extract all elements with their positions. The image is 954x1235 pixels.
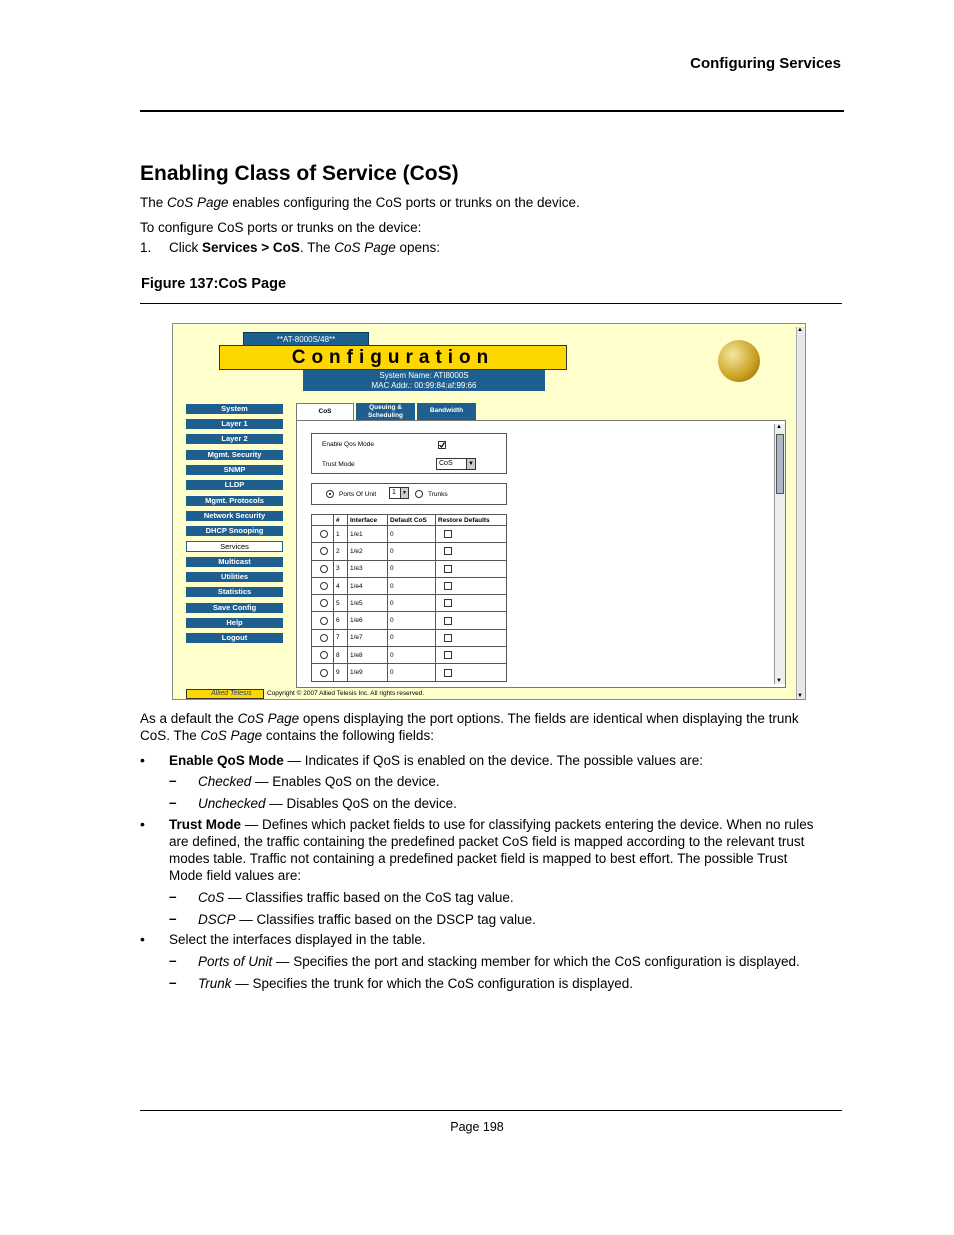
menu-multicast[interactable]: Multicast [186,557,283,567]
restore-defaults-cell [436,560,507,577]
restore-defaults-cell [436,647,507,664]
menu-layer-2[interactable]: Layer 2 [186,434,283,444]
footer-bar [173,688,795,700]
row-select-radio[interactable] [320,582,328,590]
interface-name: 1/e1 [348,526,388,543]
row-select-radio[interactable] [320,565,328,573]
menu-save-config[interactable]: Save Config [186,603,283,613]
interface-name: 1/e3 [348,560,388,577]
sub-checked: Checked — Enables QoS on the device. [198,774,440,789]
bullet-marker: • [140,816,145,832]
table-row [312,664,507,681]
column-header-restore-defaults: Restore Defaults [436,515,507,526]
interface-type-box [311,483,507,505]
menu-statistics[interactable]: Statistics [186,587,283,597]
enable-qos-checkbox[interactable] [438,441,446,449]
port-number: 8 [334,647,348,664]
tab-cos[interactable]: CoS [296,403,354,421]
after-figure-paragraph: As a default the CoS Page opens displaying the port options. The fields are identical when displaying the trunk CoS. The CoS Page contains the following fields: [140,711,799,743]
menu-snmp[interactable]: SNMP [186,465,283,475]
row-select-cell [312,543,334,560]
unit-select[interactable]: 1 ▼ [389,487,409,499]
row-select-radio[interactable] [320,651,328,659]
trunks-label: Trunks [428,491,448,498]
port-number: 9 [334,664,348,681]
model-label: **AT-8000S/48** [243,332,369,346]
interface-name: 1/e7 [348,629,388,646]
interface-name: 1/e6 [348,612,388,629]
dash-marker: – [169,773,177,788]
row-select-radio[interactable] [320,599,328,607]
radio-column-header [312,515,334,526]
footer-rule [140,1110,842,1111]
port-number: 2 [334,543,348,560]
interface-name: 1/e2 [348,543,388,560]
bullet-select-interfaces: Select the interfaces displayed in the table. [169,932,426,947]
row-select-radio[interactable] [320,634,328,642]
row-select-radio[interactable] [320,530,328,538]
restore-defaults-cell [436,526,507,543]
running-header: Configuring Services [690,55,841,72]
outer-scrollbar[interactable] [796,327,805,699]
default-cos: 0 [388,629,436,646]
default-cos: 0 [388,647,436,664]
interface-name: 1/e4 [348,577,388,594]
allied-telesis-logo: Allied Telesis [186,689,264,699]
globe-icon [718,340,760,382]
table-row [312,647,507,664]
restore-defaults-cell [436,543,507,560]
restore-defaults-cell [436,612,507,629]
restore-defaults-checkbox[interactable] [444,547,452,555]
table-row [312,595,507,612]
restore-defaults-checkbox[interactable] [444,565,452,573]
restore-defaults-checkbox[interactable] [444,669,452,677]
cos-table [311,514,507,682]
copyright: Copyright © 2007 Allied Telesis Inc. All rights reserved. [267,690,425,697]
column-header-interface: Interface [348,515,388,526]
row-select-radio[interactable] [320,547,328,555]
inner-scrollbar[interactable] [774,424,785,684]
ports-of-unit-label: Ports Of Unit [339,491,377,498]
port-number: 1 [334,526,348,543]
restore-defaults-checkbox[interactable] [444,530,452,538]
menu-layer-1[interactable]: Layer 1 [186,419,283,429]
restore-defaults-cell [436,577,507,594]
column-header-number: # [334,515,348,526]
sub-ports-of-unit: Ports of Unit — Specifies the port and stacking member for which the CoS configuration is displayed. [198,954,800,969]
menu-logout[interactable]: Logout [186,633,283,643]
dash-marker: – [169,889,177,904]
ports-radio[interactable] [326,490,334,498]
menu-services[interactable]: Services [186,541,283,552]
restore-defaults-checkbox[interactable] [444,651,452,659]
restore-defaults-checkbox[interactable] [444,582,452,590]
default-cos: 0 [388,664,436,681]
row-select-radio[interactable] [320,669,328,677]
port-number: 4 [334,577,348,594]
scroll-down-icon[interactable]: ▼ [797,693,803,699]
port-number: 5 [334,595,348,612]
mac-address: MAC Addr.: 00:99:84:af:99:66 [371,381,477,390]
restore-defaults-cell [436,664,507,681]
port-number: 6 [334,612,348,629]
step-text: Click Services > CoS. The CoS Page opens: [169,240,441,255]
bullet-marker: • [140,752,145,768]
cos-page-screenshot [172,323,806,700]
row-select-radio[interactable] [320,617,328,625]
bullet-trust-mode: Trust Mode — Defines which packet fields to use for classifying packets entering the device. When no rules are defined, the traffic containing the predefined packet CoS field is mapped according to the relevant trust modes table. Traffic not containing a predefined packet field is mapped to best effort. The possible Trust Mode field values are: [169,817,814,883]
restore-defaults-checkbox[interactable] [444,599,452,607]
interface-name: 1/e5 [348,595,388,612]
sub-unchecked: Unchecked — Disables QoS on the device. [198,796,457,811]
menu-system[interactable]: System [186,404,283,414]
default-cos: 0 [388,560,436,577]
header-rule [140,110,844,112]
step-number: 1. [140,240,152,255]
qos-settings-box [311,433,507,474]
table-row [312,629,507,646]
table-row [312,560,507,577]
row-select-cell [312,526,334,543]
scroll-down-icon[interactable]: ▼ [776,678,782,684]
column-header-default-cos: Default CoS [388,515,436,526]
dash-marker: – [169,911,177,926]
figure-title: Figure 137:CoS Page [141,276,287,292]
sub-dscp: DSCP — Classifies traffic based on the DSCP tag value. [198,912,536,927]
table-row [312,612,507,629]
section-heading: Enabling Class of Service (CoS) [140,162,459,185]
row-select-cell [312,647,334,664]
system-info [303,370,545,391]
inner-scroll-thumb[interactable] [776,434,784,494]
port-number: 7 [334,629,348,646]
default-cos: 0 [388,543,436,560]
dash-marker: – [169,975,177,990]
menu-utilities[interactable]: Utilities [186,572,283,582]
table-row [312,526,507,543]
default-cos: 0 [388,526,436,543]
menu-network-security[interactable]: Network Security [186,511,283,521]
trust-mode-label: Trust Mode [322,461,355,468]
dash-marker: – [169,795,177,810]
default-cos: 0 [388,612,436,629]
row-select-cell [312,577,334,594]
configuration-banner: Configuration [219,345,567,370]
restore-defaults-checkbox[interactable] [444,617,452,625]
scroll-up-icon[interactable]: ▲ [797,327,803,333]
sub-trunk: Trunk — Specifies the trunk for which the CoS configuration is displayed. [198,976,633,991]
intro-step-lead: To configure CoS ports or trunks on the device: [140,220,422,235]
enable-qos-label: Enable Qos Mode [322,441,375,448]
interface-name: 1/e9 [348,664,388,681]
restore-defaults-checkbox[interactable] [444,634,452,642]
menu-mgmt-protocols[interactable]: Mgmt. Protocols [186,496,283,506]
port-number: 3 [334,560,348,577]
restore-defaults-cell [436,595,507,612]
default-cos: 0 [388,595,436,612]
bullet-marker: • [140,931,145,947]
table-row [312,543,507,560]
bullet-enable-qos: Enable QoS Mode — Indicates if QoS is enabled on the device. The possible values are: [169,753,704,768]
row-select-cell [312,612,334,629]
row-select-cell [312,560,334,577]
interface-name: 1/e8 [348,647,388,664]
scroll-up-icon[interactable]: ▲ [776,424,782,430]
figure-rule [140,303,842,304]
chevron-down-icon: ▼ [400,488,408,498]
menu-dhcp-snooping[interactable]: DHCP Snooping [186,526,283,536]
table-header-row [312,515,507,526]
menu-lldp[interactable]: LLDP [186,480,283,490]
dash-marker: – [169,953,177,968]
row-select-cell [312,629,334,646]
tab-bandwidth[interactable]: Bandwidth [417,403,476,421]
tab-queuing-scheduling[interactable]: Queuing & Scheduling [356,403,415,421]
sub-cos: CoS — Classifies traffic based on the CoS tag value. [198,890,514,905]
restore-defaults-cell [436,629,507,646]
system-name: System Name: ATI8000S [379,371,469,380]
menu-help[interactable]: Help [186,618,283,628]
default-cos: 0 [388,577,436,594]
trunks-radio[interactable] [415,490,423,498]
menu-mgmt-security[interactable]: Mgmt. Security [186,450,283,460]
page-number: Page 198 [450,1120,504,1134]
row-select-cell [312,595,334,612]
intro-paragraph: The CoS Page enables configuring the CoS ports or trunks on the device. [140,195,580,210]
chevron-down-icon: ▼ [466,459,475,469]
trust-mode-select[interactable]: CoS ▼ [436,458,476,470]
row-select-cell [312,664,334,681]
table-row [312,577,507,594]
check-icon [439,442,445,448]
